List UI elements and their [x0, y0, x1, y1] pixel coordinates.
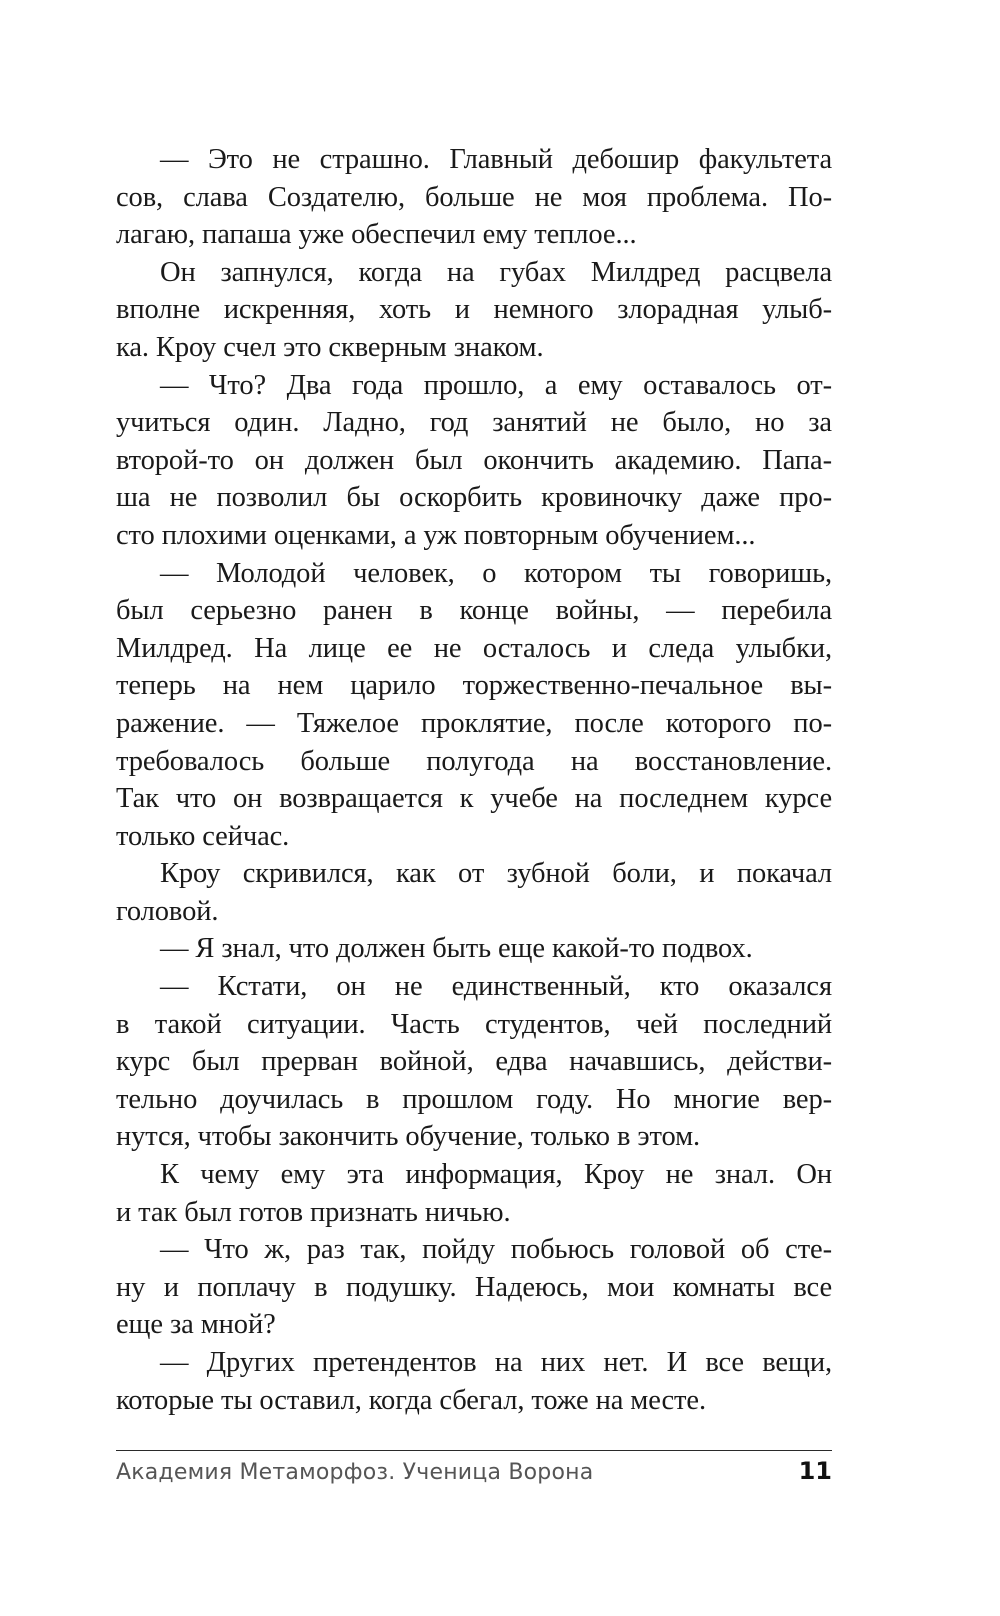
text-line: — Что ж, раз так, пойду побьюсь головой об сте- [160, 1234, 832, 1266]
text-line: учиться один. Ладно, год занятий не было, но за [116, 407, 832, 439]
text-line: — Молодой человек, о котором ты говоришь, [160, 557, 832, 589]
text-line: Так что он возвращается к учебе на последнем курсе [116, 783, 832, 815]
running-footer-title: Академия Метаморфоз. Ученица Ворона [116, 1460, 594, 1485]
text-line: тельно доучилась в прошлом году. Но многие вер- [116, 1083, 832, 1115]
text-line: сто плохими оценками, а уж повторным обучением... [116, 519, 756, 551]
text-line: лагаю, папаша уже обеспечил ему теплое... [116, 219, 637, 251]
text-line: которые ты оставил, когда сбегал, тоже на месте. [116, 1384, 706, 1416]
text-line: К чему ему эта информация, Кроу не знал. Он [160, 1159, 832, 1191]
text-line: Он запнулся, когда на губах Милдред расцвела [160, 256, 832, 288]
text-line: ка. Кроу счел это скверным знаком. [116, 331, 544, 363]
text-line: — Кстати, он не единственный, кто оказался [160, 971, 832, 1003]
page-body-text [116, 141, 832, 1419]
text-line: головой. [116, 895, 219, 927]
text-line: был серьезно ранен в конце войны, — перебила [116, 595, 832, 627]
text-line: ражение. — Тяжелое проклятие, после которого по- [116, 707, 832, 739]
text-line: вполне искренняя, хоть и немного злорадная улыб- [116, 294, 832, 326]
text-line: еще за мной? [116, 1309, 276, 1341]
text-line: требовалось больше полугода на восстановление. [116, 745, 832, 777]
text-line: и так был готов признать ничью. [116, 1196, 511, 1228]
text-line: второй-то он должен был окончить академию. Папа- [116, 444, 832, 476]
text-line: Милдред. На лице ее не осталось и следа улыбки, [116, 632, 832, 664]
text-line: — Я знал, что должен быть еще какой-то подвох. [160, 933, 753, 965]
text-line: — Других претендентов на них нет. И все вещи, [160, 1347, 832, 1378]
text-line: сов, слава Создателю, больше не моя проблема. По- [116, 181, 832, 213]
text-line: ну и поплачу в подушку. Надеюсь, мои комнаты все [116, 1271, 832, 1303]
text-line: ша не позволил бы оскорбить кровиночку даже про- [116, 482, 832, 514]
text-line: — Это не страшно. Главный дебошир факультета [160, 144, 832, 175]
text-line: только сейчас. [116, 820, 290, 852]
text-line: курс был прерван войной, едва начавшись, действи- [116, 1046, 832, 1078]
text-line: нутся, чтобы закончить обучение, только в этом. [116, 1121, 701, 1153]
page-number: 11 [798, 1457, 832, 1485]
footer-divider [116, 1450, 832, 1451]
text-line: Кроу скривился, как от зубной боли, и покачал [160, 858, 832, 890]
text-line: в такой ситуации. Часть студентов, чей последний [116, 1008, 832, 1040]
text-line: теперь на нем царило торжественно-печальное вы- [116, 670, 832, 702]
text-line: — Что? Два года прошло, а ему оставалось от- [160, 369, 832, 401]
